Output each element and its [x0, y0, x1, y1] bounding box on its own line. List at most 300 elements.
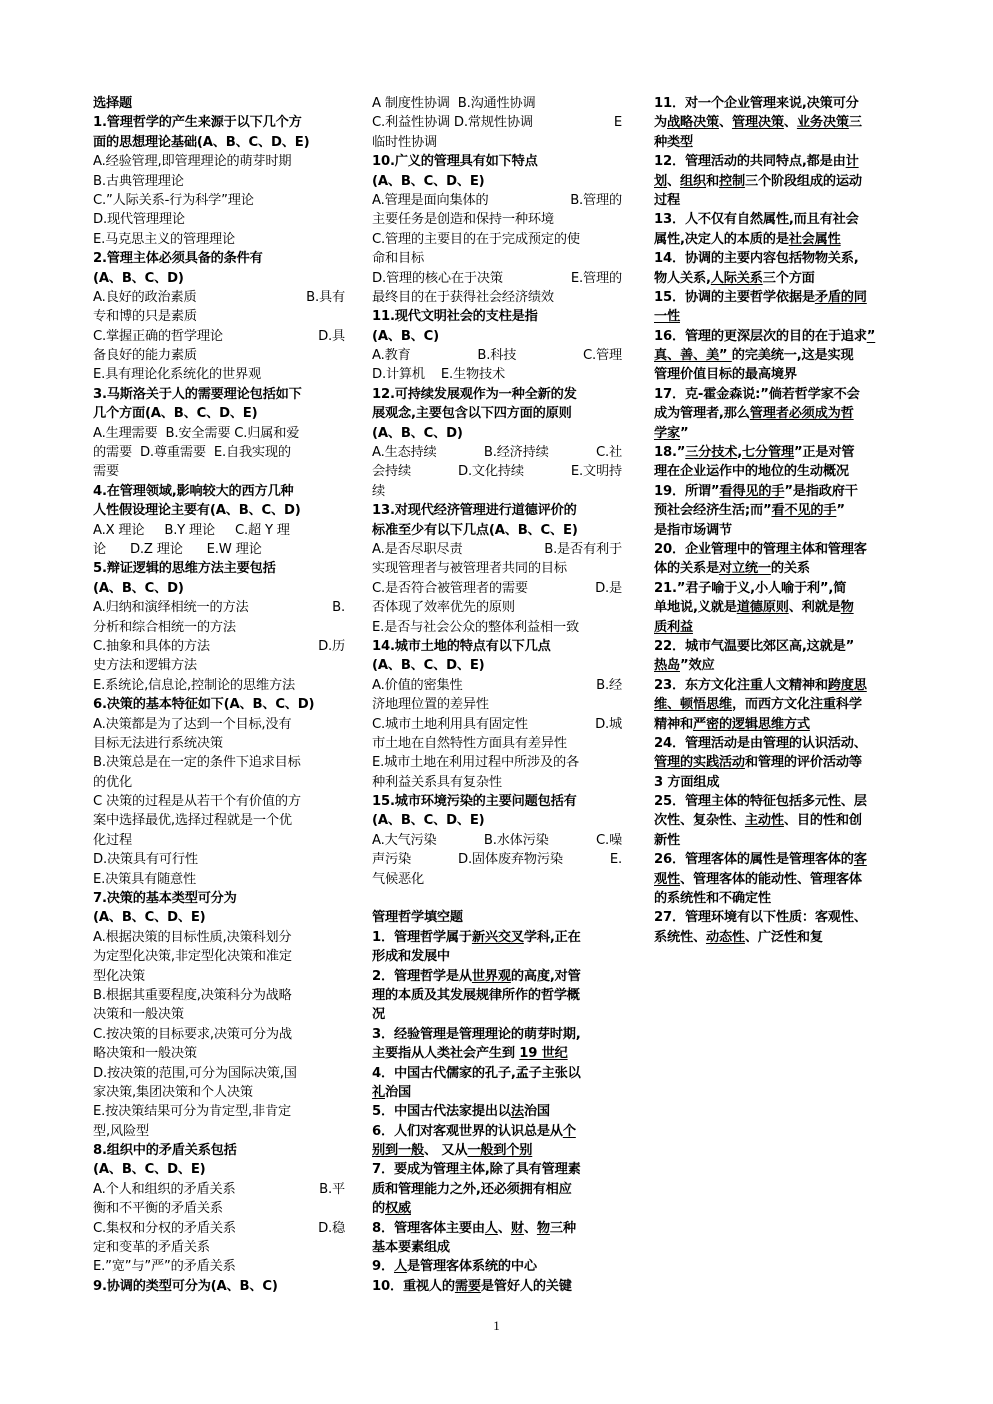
text-line: [654, 230, 908, 249]
text-line: [654, 288, 908, 307]
option-segment: E.管理的: [570, 270, 622, 286]
text-segment: ”正是对管: [793, 445, 855, 461]
option-segment: B.管理的: [570, 192, 622, 208]
text-line: A.X 理论 B.Y 理论 C.超 Y 理: [93, 522, 290, 538]
text-line: B.古典管理理论: [93, 173, 184, 189]
text-line: E.是否与社会公众的整体利益相一致: [372, 619, 579, 635]
text-segment: 5．中国古代法家提出以: [372, 1104, 511, 1120]
text-line: 标准至少有以下几点(A、B、C、E): [372, 522, 578, 538]
text-line: [654, 133, 908, 152]
text-line: (A、B、C、D): [93, 270, 184, 286]
text-line: 命和目标: [372, 251, 424, 267]
text-segment: 1．管理哲学属于: [372, 929, 472, 945]
section-title-multiple-choice: 选择题: [93, 96, 132, 111]
text-line: C.”人际关系-行为科学”理论: [93, 192, 254, 208]
answer-blank: 学家: [654, 425, 680, 441]
text-segment: 质和管理能力之外,还必须拥有相应: [372, 1181, 572, 1197]
text-line: [654, 850, 908, 869]
text-line: A.生理需要 B.安全需要 C.归属和爱: [93, 425, 300, 441]
answer-blank: 别到一般: [372, 1143, 424, 1159]
text-segment: ,: [737, 445, 742, 461]
answer-blank: 对立统一: [718, 561, 771, 577]
text-segment: 10．重视人的: [372, 1278, 455, 1294]
text-line: [372, 1199, 622, 1218]
text-segment: 17．克-霍金森说:”倘若哲学家不会: [654, 386, 860, 402]
text-line: [372, 967, 622, 986]
text-segment: 的关系: [770, 561, 810, 577]
text-line: [654, 715, 908, 734]
option-segment: D.管理的核心在于决策: [372, 270, 503, 286]
text-line: [372, 928, 622, 947]
text-segment: 三个方面: [762, 270, 815, 286]
text-line: 续: [372, 483, 385, 499]
text-segment: 、: [783, 115, 797, 131]
text-line: 案中选择最优,选择过程就是一个优: [93, 813, 292, 829]
text-line: 略决策和一般决策: [93, 1046, 197, 1062]
text-line: [654, 462, 908, 481]
text-segment: 理的本质及其发展规律所作的哲学概: [372, 987, 580, 1003]
text-line: (A、B、C、D): [372, 425, 463, 441]
text-segment: 8．管理客体主要由: [372, 1220, 485, 1236]
text-segment: 、: [497, 1220, 511, 1236]
text-line: 几个方面(A、B、C、D、E): [93, 406, 258, 422]
text-line: [93, 1180, 345, 1199]
option-segment: C.城市土地利用具有固定性: [372, 716, 528, 732]
answer-blank: 财: [510, 1220, 524, 1236]
text-line: 济地理位置的差异性: [372, 697, 489, 713]
text-line: [372, 1180, 622, 1199]
text-line: [654, 656, 908, 675]
text-segment: 精神和: [654, 716, 693, 732]
answer-blank: 物: [536, 1220, 550, 1236]
text-line: [654, 598, 908, 617]
text-line: [654, 753, 908, 772]
text-segment: 16．管理的更深层次的目的在于追求: [654, 328, 867, 344]
text-line: [654, 676, 908, 695]
text-line: [654, 172, 908, 191]
answer-blank: 主动性: [744, 813, 784, 829]
text-line: E.按决策结果可分为肯定型,非肯定: [93, 1104, 291, 1120]
answer-blank: 个: [562, 1123, 576, 1139]
text-line: [372, 1141, 622, 1160]
text-line: E.具有理论化系统化的世界观: [93, 367, 261, 383]
text-line: 面的思想理论基础(A、B、C、D、E): [93, 134, 310, 150]
text-line: C.按决策的目标要求,决策可分为战: [93, 1026, 292, 1042]
text-line: E.决策具有随意性: [93, 871, 197, 887]
text-segment: 和管理的评价活动等: [744, 755, 862, 771]
left-question-lines: [93, 113, 345, 1296]
text-segment: 12．管理活动的共同特点,都是由: [654, 154, 846, 170]
text-line: [372, 1044, 622, 1063]
answer-blank: ”: [866, 328, 876, 344]
text-line: 型,风险型: [93, 1123, 149, 1139]
text-line: [372, 579, 622, 598]
option-segment: D.城: [595, 716, 622, 732]
answer-blank: 控制: [718, 173, 745, 189]
text-line: [372, 346, 622, 365]
answer-blank: 管理决策: [731, 115, 784, 131]
answer-blank: 维、顿悟思维: [654, 697, 732, 713]
answer-blank: 矛盾的同: [814, 289, 867, 305]
answer-blank: 法: [510, 1104, 524, 1120]
text-segment: 、广泛性和复: [744, 929, 823, 945]
text-line: [372, 462, 622, 481]
text-segment: ”: [836, 503, 845, 519]
text-line: 10.广义的管理具有如下特点: [372, 154, 538, 170]
text-line: 2.管理主体必须具备的条件有: [93, 251, 263, 267]
text-line: [372, 889, 622, 908]
text-segment: 三种: [549, 1220, 576, 1236]
answer-blank: 礼: [372, 1084, 385, 1100]
option-segment: B.: [332, 600, 345, 616]
text-segment: 19．所谓”: [654, 483, 720, 499]
text-line: [654, 94, 908, 113]
text-segment: 7．要成为管理主体,除了具有管理素: [372, 1162, 581, 1178]
text-line: (A、B、C、D、E): [372, 658, 485, 674]
text-segment: ”: [679, 425, 689, 441]
text-line: 12.可持续发展观作为一种全新的发: [372, 386, 577, 402]
option-segment: C.掌握正确的哲学理论: [93, 328, 223, 344]
answer-blank: 19 世纪: [519, 1046, 568, 1062]
option-segment: B.经济持续: [483, 445, 549, 461]
text-line: [654, 637, 908, 656]
text-line: [654, 191, 908, 210]
text-line: [654, 501, 908, 520]
text-segment: 、: [718, 115, 732, 131]
text-line: [654, 695, 908, 714]
text-segment: 新性: [654, 832, 680, 848]
option-segment: A.教育: [372, 348, 411, 364]
text-segment: 的: [372, 1201, 385, 1217]
answer-blank: 人: [393, 1259, 407, 1275]
text-line: [372, 1219, 622, 1238]
middle-question-lines: [372, 94, 622, 1296]
text-line: [654, 540, 908, 559]
text-segment: 27．管理环境有以下性质：客观性、: [654, 910, 867, 926]
text-line: [372, 1005, 622, 1024]
text-line: [654, 889, 908, 908]
answer-blank: 人: [484, 1220, 498, 1236]
text-line: [93, 1219, 345, 1238]
option-segment: C.社: [595, 445, 622, 461]
text-segment: 系统性、: [654, 929, 706, 945]
answer-blank: 新兴交叉: [471, 929, 524, 945]
text-line: 7.决策的基本类型可分为: [93, 891, 237, 907]
text-segment: 学科,正在: [523, 929, 581, 945]
option-segment: A.是否尽职尽责: [372, 541, 463, 557]
answer-blank: 跨度思: [827, 677, 867, 693]
text-segment: 21.”君子喻于义,小人喻于利”,简: [654, 580, 847, 596]
text-line: [372, 113, 622, 132]
text-line: (A、B、C、D): [93, 580, 184, 596]
text-line: 13.对现代经济管理进行道德评价的: [372, 503, 577, 519]
text-segment: 为: [654, 115, 667, 131]
option-segment: 声污染: [372, 852, 411, 868]
text-segment: 、管理客体的能动性、管理客体: [679, 871, 862, 887]
text-line: [654, 792, 908, 811]
text-line: B.根据其重要程度,决策科分为战略: [93, 987, 292, 1003]
text-line: E.马克思主义的管理理论: [93, 231, 235, 247]
text-segment: 种类型: [654, 134, 693, 150]
answer-blank: 业务决策: [796, 115, 849, 131]
text-line: 备良好的能力素质: [93, 348, 197, 364]
text-line: 论 D.Z 理论 E.W 理论: [93, 541, 262, 557]
text-segment: 25．管理主体的特征包括多元性、层: [654, 794, 867, 810]
text-line: [654, 152, 908, 171]
text-line: [654, 928, 908, 947]
text-segment: 、: [523, 1220, 537, 1236]
text-line: E.系统论,信息论,控制论的思维方法: [93, 677, 295, 693]
text-line: [372, 1083, 622, 1102]
option-segment: B.经: [596, 677, 622, 693]
text-line: 的需要 D.尊重需要 E.自我实现的: [93, 445, 291, 461]
text-segment: 是指市场调节: [654, 522, 732, 538]
text-line: [654, 210, 908, 229]
text-segment: 、 又从: [423, 1143, 468, 1159]
text-line: [372, 1064, 622, 1083]
text-segment: 6．人们对客观世界的认识总是从: [372, 1123, 563, 1139]
text-line: [654, 870, 908, 889]
text-line: [372, 540, 622, 559]
text-segment: 11．对一个企业管理来说,决策可分: [654, 96, 859, 111]
text-line: [654, 307, 908, 326]
text-line: [654, 249, 908, 268]
answer-blank: 观性: [654, 871, 680, 887]
text-line: 目标无法进行系统决策: [93, 735, 223, 751]
text-line: [654, 579, 908, 598]
text-line: B.决策总是在一定的条件下追求目标: [93, 755, 301, 771]
answer-blank: 看得见的手: [719, 483, 785, 499]
text-line: C 决策的过程是从若干个有价值的方: [93, 794, 301, 810]
text-line: 临时性协调: [372, 134, 437, 150]
text-line: [372, 269, 622, 288]
text-line: 分析和综合相统一的方法: [93, 619, 236, 635]
text-line: [372, 1025, 622, 1044]
text-line: 11.现代文明社会的支柱是指: [372, 309, 538, 325]
text-line: 15.城市环境污染的主要问题包括有: [372, 794, 577, 810]
option-segment: C.噪: [595, 832, 622, 848]
answer-blank: 客: [853, 852, 867, 868]
text-segment: 三: [848, 115, 862, 131]
answer-blank: 人际关系: [710, 270, 763, 286]
text-line: 市土地在自然特性方面具有差异性: [372, 735, 567, 751]
text-line: [654, 831, 908, 850]
text-segment: 26．管理客体的属性是管理客体的: [654, 852, 854, 868]
text-line: [654, 811, 908, 830]
option-segment: E.文明持: [570, 464, 622, 480]
text-line: 型化决策: [93, 968, 145, 984]
answer-blank: 看不见的手: [771, 503, 837, 519]
text-line: [654, 424, 908, 443]
answer-blank: 管理者必须成为哲: [749, 406, 854, 422]
text-segment: 22．城市气温要比郊区高,这就是”: [654, 638, 855, 654]
text-segment: 属性,决定人的本质的是: [654, 231, 789, 247]
answer-blank: 真、善、美”: [654, 348, 732, 364]
text-line: 定和变革的矛盾关系: [93, 1240, 210, 1256]
text-segment: 过程: [654, 192, 680, 208]
text-segment: 是管好人的关键: [480, 1278, 572, 1294]
text-segment: 成为管理者,那么: [654, 406, 750, 422]
option-segment: C.是否符合被管理者的需要: [372, 580, 528, 596]
answer-blank: 划: [654, 173, 667, 189]
text-segment: 单地说,义就是: [654, 600, 737, 616]
answer-blank: 质利益: [654, 619, 693, 635]
text-segment: 2．管理哲学是从: [372, 968, 472, 984]
text-line: C.管理的主要目的在于完成预定的使: [372, 231, 580, 247]
option-segment: D.文化持续: [457, 464, 524, 480]
option-segment: B.具有: [306, 289, 345, 305]
text-line: 的优化: [93, 774, 132, 790]
answer-blank: 道德原则: [736, 600, 789, 616]
text-line: D.按决策的范围,可分为国际决策,国: [93, 1065, 297, 1081]
option-segment: A.生态持续: [372, 445, 437, 461]
text-line: 种利益关系具有复杂性: [372, 774, 502, 790]
column-right: [654, 94, 908, 947]
text-line: [654, 443, 908, 462]
option-segment: D.历: [318, 638, 345, 654]
text-line: [372, 191, 622, 210]
text-line: (A、B、C): [372, 328, 439, 344]
option-segment: D.是: [595, 580, 622, 596]
text-line: 14.城市土地的特点有以下几点: [372, 638, 551, 654]
option-segment: D.固体废弃物污染: [457, 852, 563, 868]
text-line: [93, 637, 345, 656]
fill-in-blank-lines: [654, 94, 908, 947]
text-line: [372, 715, 622, 734]
text-segment: 的系统性和不确定性: [654, 891, 771, 907]
answer-blank: 社会属性: [788, 231, 841, 247]
text-line: [654, 385, 908, 404]
answer-blank: 热岛: [654, 658, 680, 674]
answer-blank: 一性: [654, 309, 680, 325]
text-line: 实现管理者与被管理者共同的目标: [372, 561, 567, 577]
answer-blank: 组织: [680, 173, 706, 189]
text-segment: 管理价值目标的最高境界: [654, 367, 797, 383]
text-line: [93, 288, 345, 307]
text-line: [372, 1277, 622, 1296]
answer-blank: 七分管理: [742, 445, 794, 461]
text-segment: 的高度,对管: [510, 968, 581, 984]
text-line: [372, 831, 622, 850]
text-line: 需要: [93, 464, 119, 480]
text-line: A.经验管理,即管理理论的萌芽时期: [93, 154, 292, 170]
text-segment: 三个阶段组成的运动: [744, 173, 862, 189]
text-segment: 理在企业运作中的地位的生动概况: [654, 464, 849, 480]
text-segment: 基本要素组成: [372, 1240, 450, 1256]
text-line: D.计算机 E.生物技术: [372, 367, 505, 383]
option-segment: D.具: [318, 328, 345, 344]
page-number: 1: [493, 1318, 500, 1333]
text-line: [93, 598, 345, 617]
option-segment: A.归纳和演绎相统一的方法: [93, 600, 249, 616]
text-segment: ，而西方文化注重科学: [731, 697, 862, 713]
text-segment: 15．协调的主要哲学依据是: [654, 289, 815, 305]
option-segment: E: [613, 115, 622, 131]
text-line: [372, 1238, 622, 1257]
text-line: 人性假设理论主要有(A、B、C、D): [93, 503, 301, 519]
text-line: E.”宽”与”严”的矛盾关系: [93, 1259, 236, 1275]
text-line: (A、B、C、D、E): [93, 910, 206, 926]
text-line: 主要任务是创造和保持一种环境: [372, 212, 554, 228]
text-line: 否体现了效率优先的原则: [372, 600, 515, 616]
text-line: [654, 482, 908, 501]
text-line: [654, 346, 908, 365]
text-segment: 13．人不仅有自然属性,而且有社会: [654, 212, 859, 228]
option-segment: 会持续: [372, 464, 411, 480]
text-line: [654, 327, 908, 346]
text-line: 最终目的在于获得社会经济绩效: [372, 289, 554, 305]
answer-blank: 一般到个别: [467, 1143, 533, 1159]
text-line: 9.协调的类型可分为(A、B、C): [93, 1278, 278, 1294]
text-segment: ”是指政府干: [784, 483, 858, 499]
option-segment: C.管理: [583, 348, 622, 364]
text-segment: 形成和发展中: [372, 949, 450, 965]
text-line: [654, 269, 908, 288]
text-line: [372, 986, 622, 1005]
answer-blank: 管理的实践活动: [654, 755, 745, 771]
text-line: [654, 618, 908, 637]
text-line: [372, 1160, 622, 1179]
text-line: [372, 1122, 622, 1141]
text-segment: 4．中国古代儒家的孔子,孟子主张以: [372, 1065, 581, 1081]
option-segment: B.平: [319, 1181, 345, 1197]
text-segment: 况: [372, 1007, 385, 1023]
text-line: [654, 521, 908, 540]
text-line: 5.辩证逻辑的思维方法主要包括: [93, 561, 276, 577]
text-line: 8.组织中的矛盾关系包括: [93, 1143, 237, 1159]
text-segment: 次性、复杂性、: [654, 813, 745, 829]
text-segment: 体的关系是: [654, 561, 719, 577]
text-segment: 3．经验管理是管理理论的萌芽时期,: [372, 1026, 581, 1042]
column-middle: [372, 94, 622, 1296]
text-segment: 9．: [372, 1259, 394, 1275]
text-line: 4.在管理领域,影响较大的西方几种: [93, 483, 294, 499]
text-line: [372, 1102, 622, 1121]
text-line: [372, 676, 622, 695]
text-segment: 3 方面组成: [654, 774, 720, 790]
text-line: (A、B、C、D、E): [372, 173, 485, 189]
text-segment: 治国: [523, 1104, 550, 1120]
answer-blank: 世界观: [471, 968, 511, 984]
text-line: [654, 559, 908, 578]
text-segment: 预社会经济生活;而”: [654, 503, 772, 519]
text-line: 展观念,主要包含以下四方面的原则: [372, 406, 572, 422]
text-segment: 14．协调的主要内容包括物物关系,: [654, 251, 859, 267]
answer-blank: 严密的逻辑思维方式: [692, 716, 810, 732]
text-line: 3.马斯洛关于人的需要理论包括如下: [93, 386, 302, 402]
text-segment: ”效应: [679, 658, 715, 674]
text-line: 6.决策的基本特征如下(A、B、C、D): [93, 697, 315, 713]
text-segment: 物人关系,: [654, 270, 711, 286]
text-segment: 和: [705, 173, 719, 189]
answer-blank: 权威: [385, 1201, 411, 1217]
text-line: 1.管理哲学的产生来源于以下几个方: [93, 115, 302, 131]
answer-blank: 战略决策: [667, 115, 719, 131]
answer-blank: 计: [845, 154, 859, 170]
text-line: A.决策都是为了达到一个目标,没有: [93, 716, 292, 732]
text-line: D.决策具有可行性: [93, 852, 198, 868]
text-line: 衡和不平衡的矛盾关系: [93, 1201, 223, 1217]
text-segment: 、目的性和创: [783, 813, 862, 829]
answer-blank: 动态性: [705, 929, 745, 945]
text-line: [654, 404, 908, 423]
option-segment: A.良好的政治素质: [93, 289, 197, 305]
text-line: 决策和一般决策: [93, 1007, 184, 1023]
text-line: [654, 734, 908, 753]
text-line: 史方法和逻辑方法: [93, 658, 197, 674]
text-line: [372, 850, 622, 869]
option-segment: C.抽象和具体的方法: [93, 638, 210, 654]
